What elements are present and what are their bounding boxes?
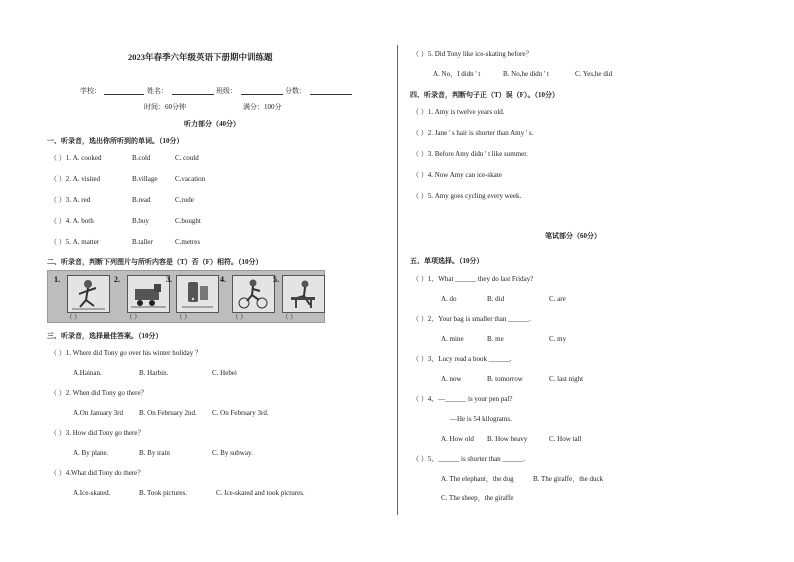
name-blank[interactable] bbox=[172, 87, 214, 95]
s5-q4-b: B. How heavy bbox=[487, 435, 528, 443]
s5-q1-b: B. did bbox=[487, 295, 505, 303]
s3-q4-b: B. Took pictures. bbox=[139, 489, 187, 497]
listening-part-heading: 听力部分（40分） bbox=[184, 120, 240, 128]
s5-q1-c: C. are bbox=[549, 295, 566, 303]
s1-q5-c: C.metres bbox=[175, 238, 201, 246]
s3-q2-b: B. On February 2nd. bbox=[139, 409, 197, 417]
class-blank[interactable] bbox=[241, 87, 283, 95]
s3-q2-a: A.On January 3rd bbox=[73, 409, 123, 417]
s1-q2-c: C.vacation bbox=[175, 175, 206, 183]
s3-q3-b: B. By train bbox=[139, 449, 170, 457]
pic3-number: 3. bbox=[166, 275, 172, 284]
s5-q2: （ ）2、Your bag is smaller than ______. bbox=[412, 315, 531, 323]
s5-q3: （ ）3、Lucy read a book ______. bbox=[412, 355, 512, 363]
s5-q1-a: A. do bbox=[441, 295, 457, 303]
s5-q4-c: C. How tall bbox=[549, 435, 582, 443]
column-divider bbox=[397, 45, 398, 515]
s3-q1-c: C. Hebei bbox=[212, 369, 237, 377]
pic5-number: 5. bbox=[273, 275, 279, 284]
s5-q5-c: C. The sheep，the giraffe bbox=[441, 494, 514, 502]
s3-q3: （ ）3. How did Tony go there？ bbox=[50, 429, 145, 437]
s5-q3-b: B. tomorrow bbox=[487, 375, 523, 383]
pic1-answer-blank[interactable]: （ ） bbox=[66, 314, 81, 321]
s3-q2-c: C. On February 3rd. bbox=[212, 409, 269, 417]
s1-q2-b: B.village bbox=[132, 175, 158, 183]
section5-title: 五、单项选择。（10分） bbox=[410, 257, 484, 265]
s3-q5-b: B. No,he didn ' t bbox=[503, 70, 549, 78]
s1-q1-c: C. could bbox=[175, 154, 199, 162]
s4-q1: （ ）1. Amy is twelve years old. bbox=[412, 108, 505, 116]
section2-title: 二、听录音，判断下列图片与所听内容是（T）否（F）相符。（10分） bbox=[47, 258, 263, 266]
school-label: 学校： bbox=[80, 87, 101, 95]
s3-q5-c: C. Yes,he did bbox=[575, 70, 613, 78]
s1-q5: （ ）5. A. matter bbox=[50, 238, 100, 246]
s5-q5-b: B. The giraffe，the duck bbox=[533, 475, 604, 483]
name-label: 姓名： bbox=[147, 87, 168, 95]
s1-q1-b: B.cold bbox=[132, 154, 151, 162]
s4-q4: （ ）4. Now Amy can ice-skate bbox=[412, 171, 502, 179]
s5-q2-b: B. me bbox=[487, 335, 504, 343]
s1-q4: （ ）4. A. both bbox=[50, 217, 94, 225]
pic2-answer-blank[interactable]: （ ） bbox=[126, 314, 141, 321]
s3-q4-a: A.Ice-skated. bbox=[73, 489, 111, 497]
s1-q3: （ ）3. A. red bbox=[50, 196, 91, 204]
pic4-cyclist-image bbox=[232, 275, 275, 313]
pic2-train-image bbox=[127, 275, 170, 313]
pic3-answer-blank[interactable]: （ ） bbox=[176, 314, 191, 321]
class-label: 班级： bbox=[216, 87, 237, 95]
s3-q3-c: C. By subway. bbox=[212, 449, 253, 457]
s4-q3: （ ）3. Before Amy didn ' t like summer. bbox=[412, 150, 528, 158]
exam-title: 2023年春季六年级英语下册期中训练题 bbox=[128, 52, 273, 62]
s3-q5: （ ）5. Did Tony like ice-skating before？ bbox=[412, 50, 533, 58]
s3-q4-c: C. Ice-skated and took pictures. bbox=[216, 489, 305, 497]
s1-q3-c: C.rode bbox=[175, 196, 194, 204]
s5-q3-a: A. now bbox=[441, 375, 462, 383]
s3-q2: （ ）2. When did Tony go there？ bbox=[50, 389, 148, 397]
pic1-skater-image bbox=[67, 275, 110, 313]
pic5-reading-image bbox=[282, 275, 325, 313]
s5-q2-c: C. my bbox=[549, 335, 567, 343]
section3-title: 三、听录音，选择最佳答案。（10分） bbox=[47, 332, 163, 340]
exam-time: 时间：60分钟 bbox=[144, 103, 186, 111]
s3-q1-a: A.Hainan. bbox=[73, 369, 102, 377]
s5-q4: （ ）4、—______ is your pen pal? bbox=[412, 395, 513, 403]
s1-q3-b: B.read bbox=[132, 196, 151, 204]
s5-q5: （ ）5、______ is shorter than ______. bbox=[412, 455, 526, 463]
score-label: 分数： bbox=[285, 87, 306, 95]
s5-q2-a: A. mine bbox=[441, 335, 464, 343]
s3-q1-b: B. Harbin. bbox=[139, 369, 169, 377]
s5-q4-a: A. How old bbox=[441, 435, 474, 443]
pic5-answer-blank[interactable]: （ ） bbox=[282, 314, 297, 321]
s3-q5-a: A. No，I didn ' t bbox=[433, 70, 481, 78]
section1-title: 一、听录音，选出你所听到的单词。（10分） bbox=[47, 137, 184, 145]
school-blank[interactable] bbox=[104, 87, 144, 95]
full-score: 满分：100分 bbox=[243, 103, 282, 111]
s1-q2: （ ）2. A. visited bbox=[50, 175, 100, 183]
score-blank[interactable] bbox=[310, 87, 352, 95]
s4-q2: （ ）2. Jane ' s hair is shorter than Amy ' s. bbox=[412, 129, 534, 137]
pic4-answer-blank[interactable]: （ ） bbox=[232, 314, 247, 321]
s3-q4: （ ）4.What did Tony do there？ bbox=[50, 469, 145, 477]
s3-q3-a: A. By plane. bbox=[73, 449, 109, 457]
s1-q4-c: C.bought bbox=[175, 217, 201, 225]
s5-q1: （ ）1、What ______ they do last Friday? bbox=[412, 275, 534, 283]
picture-strip bbox=[47, 270, 325, 323]
s5-q4-answer: —He is 54 kilograms. bbox=[450, 415, 512, 423]
s1-q1: （ ）1. A. cooked bbox=[50, 154, 102, 162]
s5-q3-c: C. last night bbox=[549, 375, 584, 383]
pic2-number: 2. bbox=[114, 275, 120, 284]
s5-q5-a: A. The elephant，the dog bbox=[441, 475, 514, 483]
writing-part-heading: 笔试部分（60分） bbox=[545, 232, 601, 240]
s4-q5: （ ）5. Amy goes cycling every week. bbox=[412, 192, 522, 200]
pic3-phone-image bbox=[176, 275, 219, 313]
s3-q1: （ ）1. Where did Tony go over his winter holiday ？ bbox=[50, 349, 202, 357]
section4-title: 四、听录音，判断句子正（T）误（F）。（10分） bbox=[410, 91, 559, 99]
s1-q5-b: B.taller bbox=[132, 238, 153, 246]
pic4-number: 4. bbox=[220, 275, 226, 284]
s1-q4-b: B.buy bbox=[132, 217, 149, 225]
pic1-number: 1. bbox=[54, 275, 60, 284]
